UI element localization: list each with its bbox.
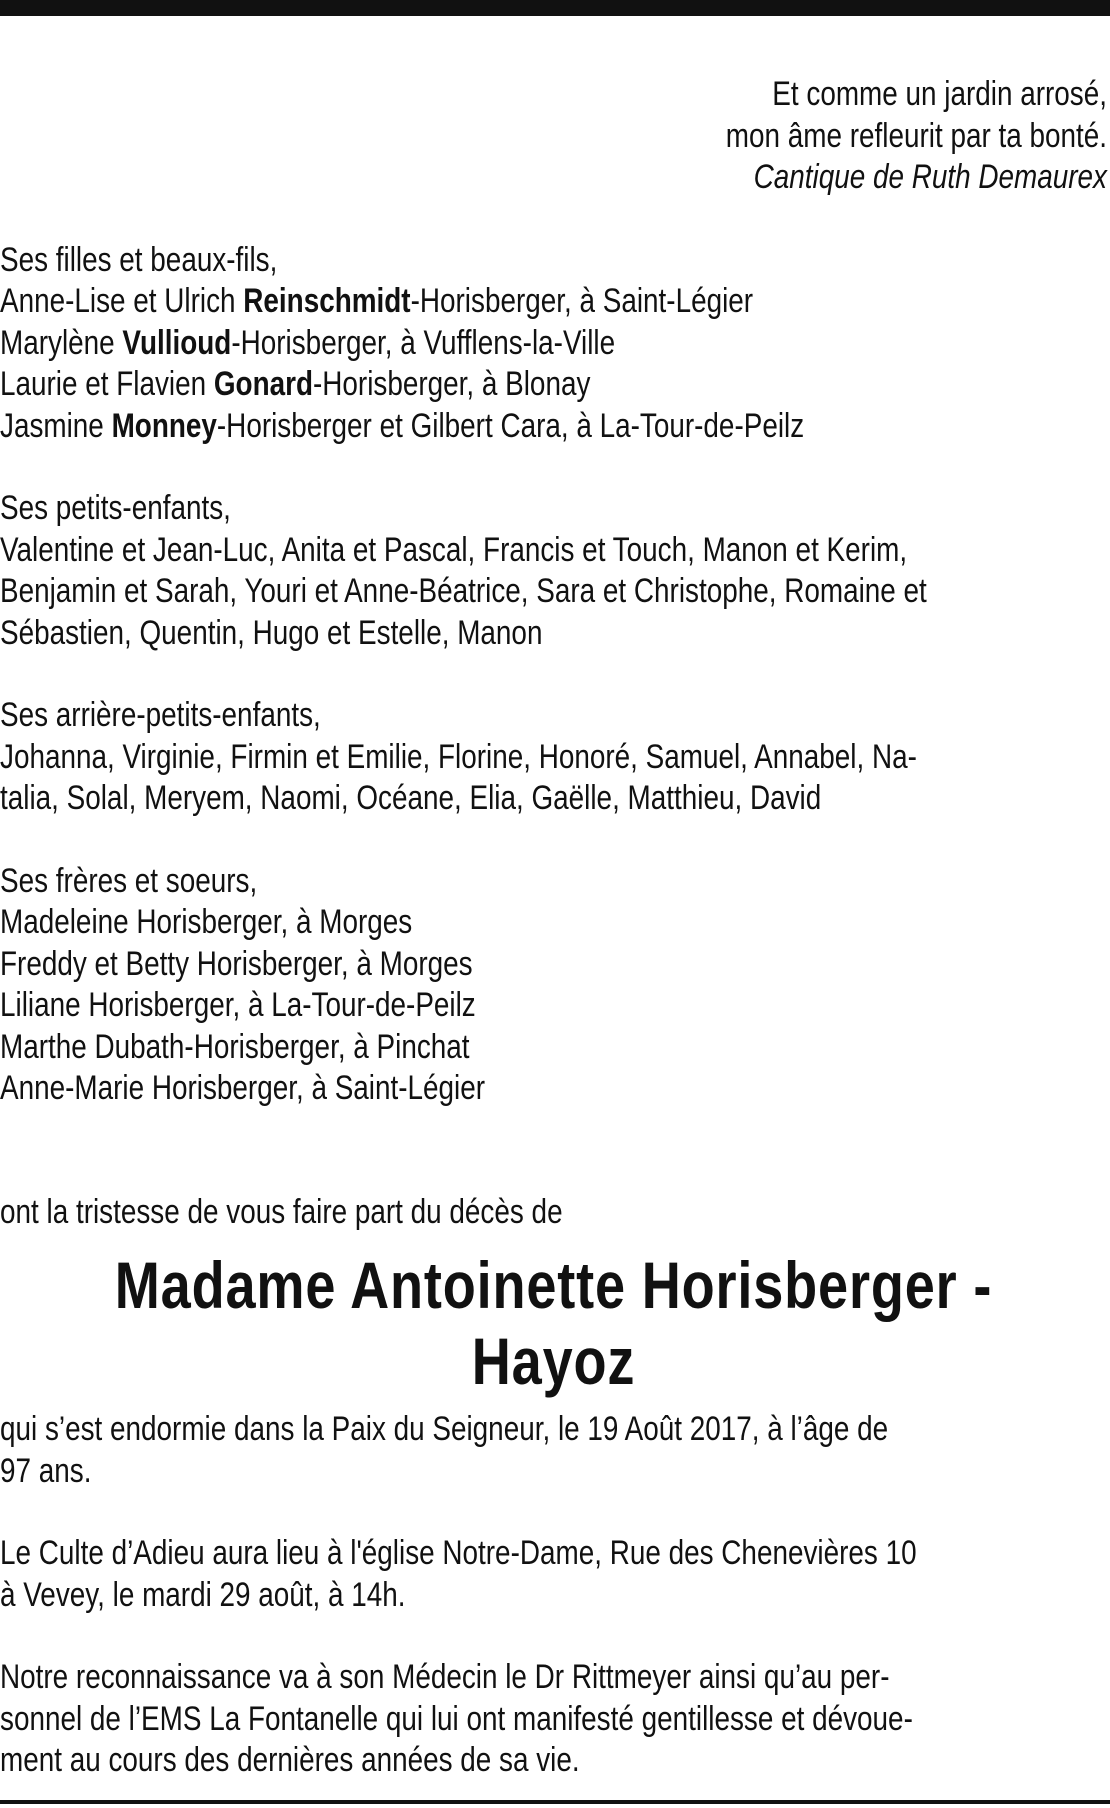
entry-rest: -Horisberger, à Vufflens-la-Ville <box>231 323 616 362</box>
entry-names: Anne-Lise et Ulrich <box>0 282 244 320</box>
grandchildren-section <box>0 488 1107 654</box>
thanks-paragraph <box>0 1657 1107 1782</box>
entry-surname: Monney <box>111 406 217 445</box>
service-details <box>0 1533 1107 1616</box>
deceased-name-line: Hayoz <box>471 1324 636 1398</box>
section-heading: Ses filles et beaux-fils, <box>0 240 278 279</box>
deceased-name-line: Madame Antoinette Horisberger - <box>114 1248 993 1322</box>
entry-rest: -Horisberger, à Saint-Légier <box>410 282 754 320</box>
names-line: Madeleine Horisberger, à Morges <box>0 903 413 941</box>
thanks-line: ment au cours des dernières années de sa vie. <box>0 1741 580 1779</box>
entry-surname: Reinschmidt <box>243 282 411 320</box>
siblings-section <box>0 861 1107 1110</box>
entry-rest: -Horisberger et Gilbert Cara, à La-Tour-de-Peilz <box>216 406 805 445</box>
names-line: Freddy et Betty Horisberger, à Morges <box>0 944 473 983</box>
family-entry <box>0 281 1107 323</box>
notice-line: qui s’est endormie dans la Paix du Seigneur, le 19 Août 2017, à l’âge de <box>0 1410 889 1448</box>
great-grandchildren-section <box>0 695 1107 820</box>
section-heading: Ses petits-enfants, <box>0 489 231 527</box>
family-entry <box>0 323 1107 365</box>
epigraph <box>0 74 1107 199</box>
names-line: Marthe Dubath-Horisberger, à Pinchat <box>0 1027 470 1066</box>
names-line: talia, Solal, Meryem, Naomi, Océane, Elia, Gaëlle, Matthieu, David <box>0 779 822 817</box>
names-line: Valentine et Jean-Luc, Anita et Pascal, Francis et Touch, Manon et Kerim, <box>0 530 908 569</box>
top-rule <box>0 0 1110 16</box>
epigraph-source: Cantique de Ruth Demaurex <box>753 158 1107 196</box>
bottom-rule <box>0 1800 1110 1804</box>
announcement-text: ont la tristesse de vous faire part du décès de <box>0 1192 563 1231</box>
entry-surname: Gonard <box>213 365 314 403</box>
deceased-name <box>0 1247 1107 1399</box>
epigraph-line: Et comme un jardin arrosé, <box>772 75 1107 113</box>
family-entry <box>0 406 1107 448</box>
names-line: Sébastien, Quentin, Hugo et Estelle, Manon <box>0 613 543 652</box>
entry-names: Laurie et Flavien <box>0 365 214 403</box>
notice-line: 97 ans. <box>0 1451 92 1490</box>
entry-surname: Vullioud <box>122 323 232 362</box>
family-entry <box>0 364 1107 406</box>
death-notice <box>0 1409 1107 1492</box>
service-line: Le Culte d’Adieu aura lieu à l'église Notre-Dame, Rue des Chenevières 10 <box>0 1534 917 1572</box>
names-line: Liliane Horisberger, à La-Tour-de-Peilz <box>0 986 476 1024</box>
daughters-section <box>0 240 1107 448</box>
epigraph-line: mon âme refleurit par ta bonté. <box>725 116 1107 155</box>
thanks-line: Notre reconnaissance va à son Médecin le Dr Rittmeyer ainsi qu’au per- <box>0 1658 890 1696</box>
names-line: Johanna, Virginie, Firmin et Emilie, Florine, Honoré, Samuel, Annabel, Na- <box>0 737 917 776</box>
names-line: Anne-Marie Horisberger, à Saint-Légier <box>0 1069 486 1107</box>
entry-rest: -Horisberger, à Blonay <box>313 365 591 403</box>
entry-names: Marylène <box>0 323 123 362</box>
obituary-notice <box>0 74 1107 1782</box>
section-heading: Ses arrière-petits-enfants, <box>0 696 321 734</box>
service-line: à Vevey, le mardi 29 août, à 14h. <box>0 1575 406 1614</box>
section-heading: Ses frères et soeurs, <box>0 861 258 900</box>
thanks-line: sonnel de l’EMS La Fontanelle qui lui ont manifesté gentillesse et dévoue- <box>0 1699 913 1738</box>
names-line: Benjamin et Sarah, Youri et Anne-Béatrice, Sara et Christophe, Romaine et <box>0 572 927 610</box>
entry-names: Jasmine <box>0 406 112 445</box>
